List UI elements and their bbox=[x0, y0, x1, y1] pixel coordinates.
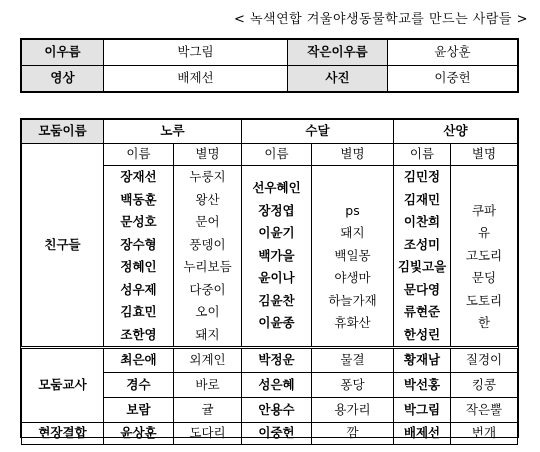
table-cell: 깜 bbox=[312, 423, 394, 445]
table-cell: 도다리 bbox=[174, 423, 242, 445]
col-nick-sanyang: 별명 bbox=[451, 144, 518, 166]
group-name-header: 모둠이름 bbox=[22, 120, 104, 144]
list-item: 문어 bbox=[195, 214, 220, 229]
list-item: 하늘가재 bbox=[328, 292, 377, 308]
value-sub-leader: 윤상훈 bbox=[388, 40, 518, 66]
table-cell: 최은애 bbox=[104, 348, 174, 373]
group-sudal: 수달 bbox=[242, 120, 394, 144]
list-item: 쿠파 bbox=[471, 202, 497, 218]
table-cell: 박정운 bbox=[242, 348, 312, 373]
table-cell: 번개 bbox=[451, 423, 518, 445]
sudal-nicks bbox=[312, 166, 394, 348]
list-item: 이윤기 bbox=[258, 225, 295, 241]
col-nick-sudal: 별명 bbox=[312, 144, 394, 166]
list-item: 김효민 bbox=[120, 304, 157, 319]
col-nick-noru: 별명 bbox=[174, 144, 242, 166]
list-item: 한 bbox=[477, 315, 491, 330]
noru-nicks bbox=[174, 166, 242, 348]
groups-table bbox=[20, 118, 519, 441]
value-photo: 이중헌 bbox=[388, 66, 518, 92]
list-item: 윤이나 bbox=[258, 270, 295, 286]
list-item: 성우제 bbox=[120, 281, 157, 297]
list-item: 김윤찬 bbox=[258, 292, 295, 308]
list-item: 이윤종 bbox=[258, 315, 295, 331]
list-item: 돼지 bbox=[195, 326, 220, 342]
list-item: 정혜인 bbox=[120, 259, 157, 274]
table-cell: 용가리 bbox=[312, 398, 394, 423]
list-item: 풍뎅이 bbox=[189, 236, 226, 252]
list-item: 다중이 bbox=[189, 281, 226, 297]
sanyang-nicks bbox=[451, 166, 518, 348]
table-cell: 질경이 bbox=[451, 348, 518, 373]
list-item: 도토리 bbox=[465, 292, 503, 308]
table-cell: 박선홍 bbox=[394, 373, 451, 398]
list-item: 휴화산 bbox=[334, 315, 371, 330]
label-photo: 사진 bbox=[288, 66, 388, 92]
list-item: 돼지 bbox=[340, 225, 365, 240]
list-item: 류현준 bbox=[403, 304, 441, 319]
list-item: 고도리 bbox=[465, 247, 503, 263]
value-video: 배제선 bbox=[104, 66, 288, 92]
list-item: 한성린 bbox=[403, 326, 441, 342]
list-item: 문딩 bbox=[471, 270, 497, 285]
col-name-sudal: 이름 bbox=[242, 144, 312, 166]
list-item: 조성미 bbox=[403, 236, 441, 252]
table-cell: 박그림 bbox=[394, 398, 451, 423]
table-cell: 외계인 bbox=[174, 348, 242, 373]
list-item: 김빛고을 bbox=[397, 259, 447, 274]
table-cell: 성은혜 bbox=[242, 373, 312, 398]
table-cell: 보람 bbox=[104, 398, 174, 423]
list-item: 백가을 bbox=[258, 247, 295, 263]
list-item: 왕산 bbox=[195, 191, 220, 207]
table-cell: 킹콩 bbox=[451, 373, 518, 398]
list-item: 조한영 bbox=[120, 326, 157, 342]
list-item: 문성호 bbox=[120, 214, 157, 229]
teachers-label: 모둠교사 bbox=[22, 348, 104, 423]
list-item: 장정엽 bbox=[258, 202, 295, 218]
table-cell: 황재남 bbox=[394, 348, 451, 373]
table-cell: 바로 bbox=[174, 373, 242, 398]
list-item: 장재선 bbox=[120, 169, 157, 184]
list-item: ps bbox=[345, 202, 360, 218]
staff-info-table bbox=[20, 38, 519, 93]
sudal-names bbox=[242, 166, 312, 348]
col-name-sanyang: 이름 bbox=[394, 144, 451, 166]
sanyang-names bbox=[394, 166, 451, 348]
value-leader: 박그림 bbox=[104, 40, 288, 66]
list-item: 문다영 bbox=[403, 281, 441, 297]
page-title: < 녹색연합 겨울야생동물학교를 만드는 사람들 > bbox=[233, 12, 528, 27]
list-item: 오이 bbox=[195, 304, 220, 319]
list-item: 이찬희 bbox=[403, 214, 441, 229]
list-item: 김민정 bbox=[403, 169, 441, 184]
label-leader: 이우름 bbox=[22, 40, 104, 66]
table-cell: 배제선 bbox=[394, 423, 451, 445]
table-cell: 퐁당 bbox=[312, 373, 394, 398]
list-item: 장수형 bbox=[120, 236, 157, 252]
list-item: 누룽지 bbox=[189, 169, 226, 184]
table-cell: 안용수 bbox=[242, 398, 312, 423]
table-cell: 이중헌 bbox=[242, 423, 312, 445]
list-item: 누리보듬 bbox=[183, 259, 232, 274]
label-sub-leader: 작은이우름 bbox=[288, 40, 388, 66]
table-cell: 윤상훈 bbox=[104, 423, 174, 445]
table-cell: 작은뿔 bbox=[451, 398, 518, 423]
table-cell: 물결 bbox=[312, 348, 394, 373]
group-noru: 노루 bbox=[104, 120, 242, 144]
table-cell: 귤 bbox=[174, 398, 242, 423]
onsite-label: 현장결합 bbox=[22, 423, 104, 445]
list-item: 선우혜인 bbox=[252, 180, 301, 196]
list-item: 백동훈 bbox=[120, 191, 157, 207]
list-item: 야생마 bbox=[334, 270, 371, 285]
list-item: 김재민 bbox=[403, 191, 441, 207]
label-video: 영상 bbox=[22, 66, 104, 92]
table-cell: 경수 bbox=[104, 373, 174, 398]
list-item: 유 bbox=[477, 225, 491, 240]
friends-label: 친구들 bbox=[22, 144, 104, 348]
group-sanyang: 산양 bbox=[394, 120, 518, 144]
noru-names bbox=[104, 166, 174, 348]
col-name-noru: 이름 bbox=[104, 144, 174, 166]
list-item: 백일몽 bbox=[334, 247, 371, 263]
